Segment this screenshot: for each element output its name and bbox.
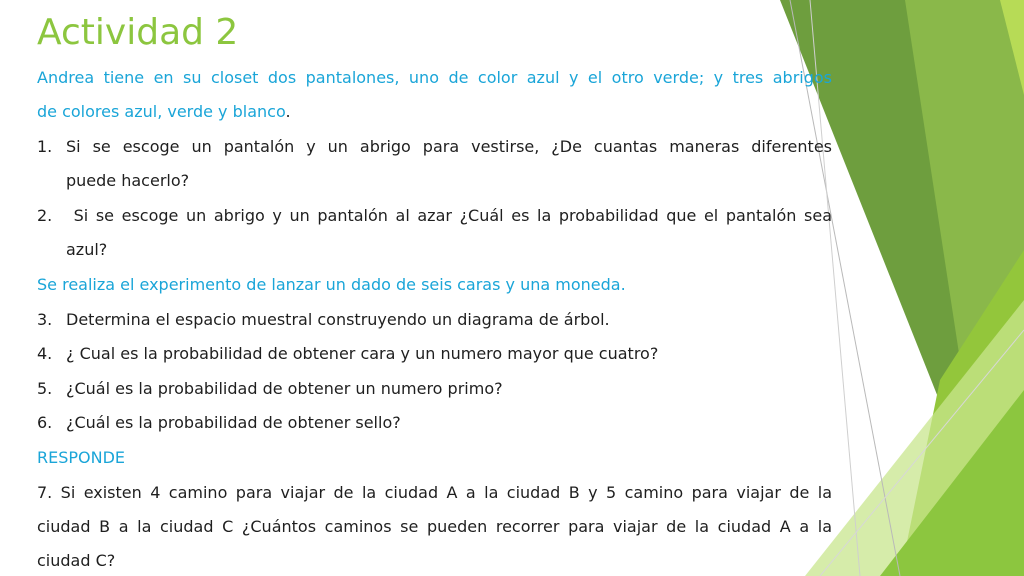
slide-title: Actividad 2	[37, 12, 239, 53]
question-2-line-1	[37, 205, 832, 227]
question-2-text: Si se escoge un abrigo y un pantalón al azar ¿Cuál es la probabilidad que el pantalón sea	[66, 206, 832, 225]
question-6-text: ¿Cuál es la probabilidad de obtener sello?	[66, 413, 401, 432]
question-6	[37, 412, 832, 434]
question-3-text: Determina el espacio muestral construyendo un diagrama de árbol.	[66, 310, 610, 329]
experiment-text: Se realiza el experimento de lanzar un dado de seis caras y una moneda.	[37, 275, 626, 294]
question-7-line-2: ciudad B a la ciudad C ¿Cuántos caminos se pueden recorrer para viajar de la ciudad A a la	[37, 517, 832, 536]
question-7-line-3: ciudad C?	[37, 551, 116, 570]
question-5	[37, 378, 832, 400]
question-5-number: 5.	[37, 379, 53, 398]
question-6-number: 6.	[37, 413, 53, 432]
question-1-text: Si se escoge un pantalón y un abrigo para vestirse, ¿De cuantas maneras diferentes	[66, 137, 832, 156]
question-7-line-1: 7. Si existen 4 camino para viajar de la ciudad A a la ciudad B y 5 camino para viajar de la	[37, 483, 832, 502]
intro-text-line-1: Andrea tiene en su closet dos pantalones, uno de color azul y el otro verde; y tres abrigos	[37, 68, 832, 87]
question-1-number: 1.	[37, 137, 53, 156]
question-4-text: ¿ Cual es la probabilidad de obtener cara y un numero mayor que cuatro?	[66, 344, 659, 363]
question-3	[37, 309, 832, 331]
question-2-line-2: azul?	[66, 240, 108, 259]
question-4-number: 4.	[37, 344, 53, 363]
question-1-line-2: puede hacerlo?	[66, 171, 190, 190]
intro-text-line-2	[37, 101, 832, 123]
question-5-text: ¿Cuál es la probabilidad de obtener un numero primo?	[66, 379, 503, 398]
question-2-number: 2.	[37, 206, 53, 225]
question-3-number: 3.	[37, 310, 53, 329]
question-4	[37, 343, 832, 365]
responde-heading: RESPONDE	[37, 448, 126, 467]
intro-text-period: .	[285, 102, 291, 121]
intro-text-colored: de colores azul, verde y blanco	[37, 102, 286, 121]
question-1-line-1	[37, 136, 832, 158]
